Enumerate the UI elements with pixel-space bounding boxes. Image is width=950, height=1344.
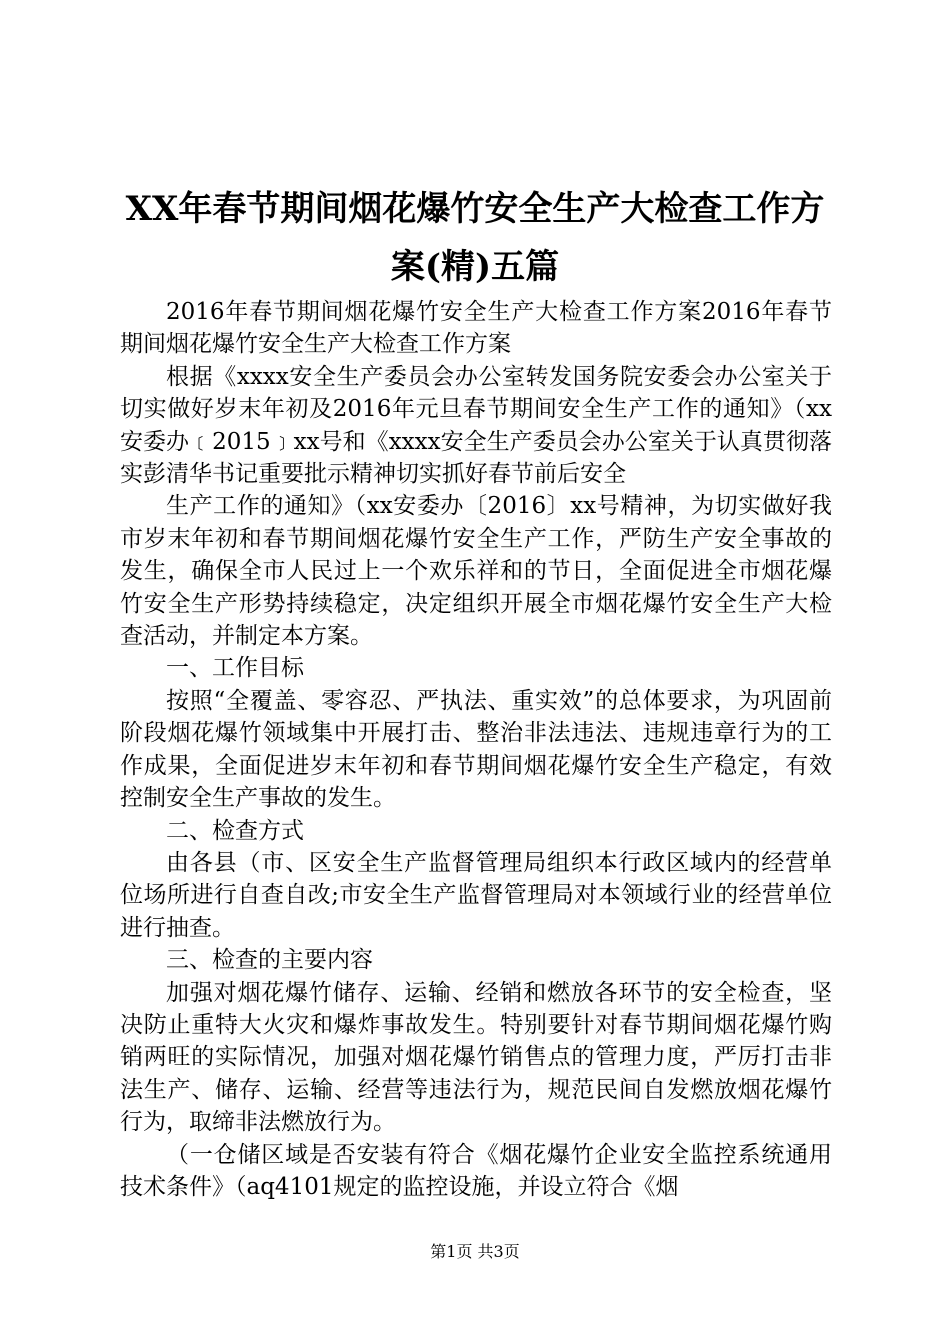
- paragraph: 根据《xxxx安全生产委员会办公室转发国务院安委会办公室关于切实做好岁末年初及2016年元旦春节期间安全生产工作的通知》（xx安委办﹝2015﹞xx号和《xxxx安全生产委员会办公室关于认真贯彻落实彭清华书记重要批示精神切实抓好春节前后安全: [120, 363, 832, 488]
- section-heading: 一、工作目标: [166, 655, 304, 682]
- paragraph: 按照“全覆盖、零容忍、严执法、重实效”的总体要求，为巩固前阶段烟花爆竹领域集中开展打击、整治非法违法、违规违章行为的工作成果，全面促进岁末年初和春节期间烟花爆竹安全生产稳定，有效控制安全生产事故的发生。: [120, 687, 832, 812]
- page-footer: 第1页 共3页: [430, 1242, 520, 1261]
- paragraph: 2016年春节期间烟花爆竹安全生产大检查工作方案2016年春节期间烟花爆竹安全生产大检查工作方案: [120, 299, 832, 358]
- document-title: XX年春节期间烟花爆竹安全生产大检查工作方案(精)五篇: [125, 189, 825, 287]
- paragraph: 由各县（市、区安全生产监督管理局组织本行政区域内的经营单位场所进行自查自改;市安全生产监督管理局对本领域行业的经营单位进行抽查。: [120, 849, 832, 941]
- paragraph: （一仓储区域是否安装有符合《烟花爆竹企业安全监控系统通用技术条件》（aq4101规定的监控设施，并设立符合《烟: [120, 1141, 832, 1200]
- paragraph: 加强对烟花爆竹储存、运输、经销和燃放各环节的安全检查，坚决防止重特大火灾和爆炸事故发生。特别要针对春节期间烟花爆竹购销两旺的实际情况，加强对烟花爆竹销售点的管理力度，严厉打击非法生产、储存、运输、经营等违法行为，规范民间自发燃放烟花爆竹行为，取缔非法燃放行为。: [120, 979, 832, 1136]
- section-heading: 二、检查方式: [166, 817, 304, 844]
- paragraph: 生产工作的通知》（xx安委办〔2016〕xx号精神，为切实做好我市岁末年初和春节期间烟花爆竹安全生产工作，严防生产安全事故的发生，确保全市人民过上一个欢乐祥和的节日，全面促进全市烟花爆竹安全生产形势持续稳定，决定组织开展全市烟花爆竹安全生产大检查活动，并制定本方案。: [120, 493, 832, 650]
- section-heading: 三、检查的主要内容: [166, 947, 373, 974]
- document-body: [120, 296, 832, 1203]
